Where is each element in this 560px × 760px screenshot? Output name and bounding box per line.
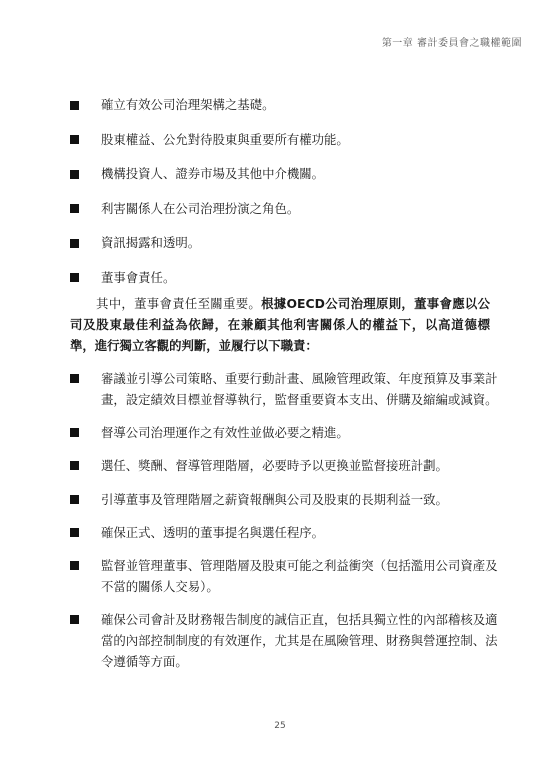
list-item (70, 198, 500, 220)
list-item-text: 資訊揭露和透明。 (101, 235, 201, 251)
list-item (70, 163, 500, 185)
list-item-text: 利害關係人在公司治理扮演之角色。 (101, 200, 300, 216)
list-item-text: 監督並管理董事、管理階層及股東可能之利益衝突（包括濫用公司資產及不當的關係人交易）。 (101, 557, 498, 594)
square-bullet-icon (70, 615, 79, 624)
list-item (70, 94, 500, 116)
list-item-text: 確保公司會計及財務報告制度的誠信正直，包括具獨立性的內部稽核及適當的內部控制制度的有效運作，尤其是在風險管理、財務與營運控制、法令遵循等方面。 (101, 612, 498, 670)
square-bullet-icon (70, 561, 79, 570)
square-bullet-icon (70, 374, 79, 383)
square-bullet-icon (70, 495, 79, 504)
list-item (70, 522, 500, 543)
square-bullet-icon (70, 101, 79, 110)
square-bullet-icon (70, 204, 79, 213)
list-item (70, 555, 500, 597)
list-item (70, 489, 500, 510)
list-item (70, 422, 500, 443)
list-item-text: 確立有效公司治理架構之基礎。 (101, 97, 275, 112)
paragraph-lead: 其中，董事會責任至關重要。 (96, 296, 262, 311)
list-item (70, 368, 500, 410)
square-bullet-icon (70, 528, 79, 537)
square-bullet-icon (70, 461, 79, 470)
square-bullet-icon (70, 135, 79, 144)
list-item (70, 455, 500, 476)
page-number: 25 (274, 721, 286, 731)
list-item-text: 股東權益、公允對待股東與重要所有權功能。 (101, 131, 349, 147)
square-bullet-icon (70, 239, 79, 248)
list-item-text: 確保正式、透明的董事提名與選任程序。 (101, 524, 325, 540)
list-item-text: 機構投資人、證券市場及其他中介機關。 (101, 166, 325, 182)
principles-list (70, 94, 500, 302)
list-item-text: 選任、獎酬、督導管理階層，必要時予以更換並監督接班計劃。 (101, 458, 448, 474)
list-item-text: 引導董事及管理階層之薪資報酬與公司及股東的長期利益一致。 (101, 491, 448, 507)
running-header: 第一章 審計委員會之職權範圍 (381, 38, 522, 49)
list-item (70, 129, 500, 151)
paragraph-bold-text: 根據OECD公司治理原則，董事會應以公司及股東最佳利益為依歸，在兼顧其他利害關係人的權益下，以高道德標準，進行獨立客觀的判斷，並履行以下職責： (70, 296, 490, 353)
list-item (70, 267, 500, 289)
square-bullet-icon (70, 273, 79, 282)
list-item-text: 督導公司治理運作之有效性並做必要之精進。 (101, 425, 349, 441)
list-item (70, 232, 500, 254)
board-responsibility-paragraph (70, 293, 490, 356)
list-item-text: 審議並引導公司策略、重要行動計畫、風險管理政策、年度預算及事業計畫，設定績效目標並督導執行，監督重要資本支出、併購及縮編或減資。 (101, 371, 498, 407)
board-duties-list (70, 368, 500, 684)
list-item-text: 董事會責任。 (101, 269, 176, 285)
square-bullet-icon (70, 170, 79, 179)
list-item (70, 609, 500, 672)
square-bullet-icon (70, 428, 79, 437)
